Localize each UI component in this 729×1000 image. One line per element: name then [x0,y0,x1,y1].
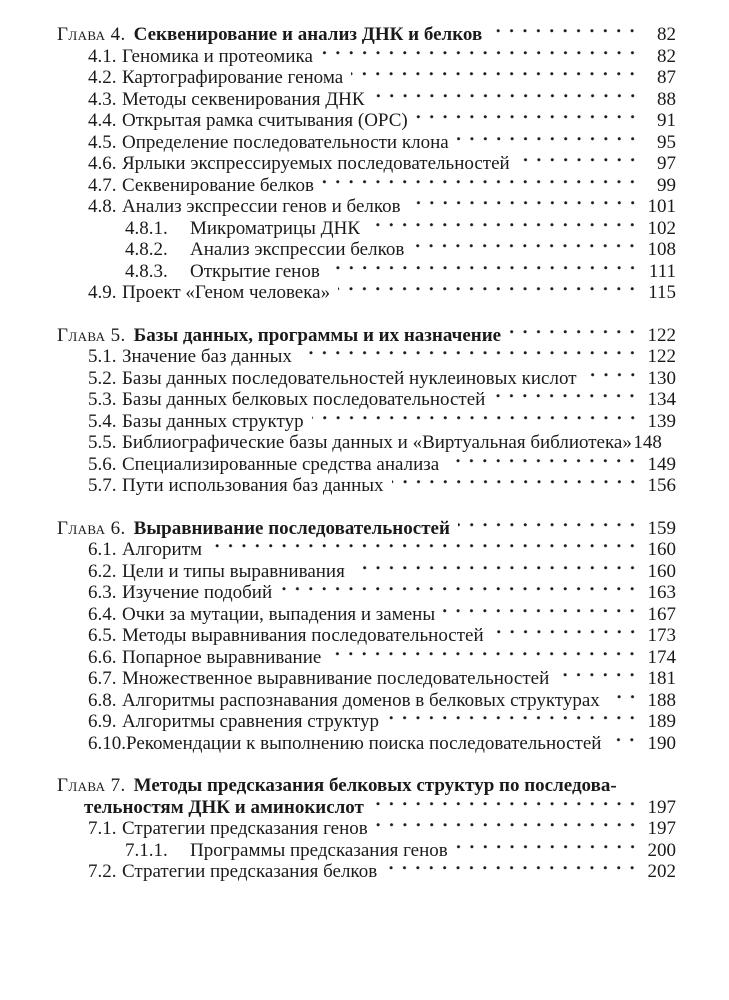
toc-chapter-heading [57,518,676,540]
toc-entry [57,861,676,883]
chapter-title: Методы предсказания белковых структур по последова- [133,775,617,796]
toc-entry [57,539,676,561]
toc-entry [57,261,676,283]
entry-page-number: 111 [648,260,676,282]
toc-chapter-heading [57,775,676,797]
toc-entry-number: 5.4. [88,410,117,432]
leader-dots [509,325,642,347]
chapter-block-5 [57,325,676,497]
toc-entry-number: 6.7. [88,668,117,689]
entry-page-number: 99 [657,174,676,196]
toc-entry [57,625,676,647]
toc-entry [57,711,676,733]
toc-entry [57,368,676,390]
leader-dots [353,561,642,583]
entry-page-number: 108 [647,239,676,260]
toc-entry-number: 6.5. [88,625,117,646]
toc-entry [57,175,676,197]
entry-page-number: 190 [647,732,676,754]
toc-entry [57,454,676,476]
chapter-block-4 [57,24,676,304]
leader-dots [322,175,642,197]
toc-entry-title: Пути использования баз данных [122,475,384,496]
toc-entry-title: Геномика и протеомика [122,45,313,67]
toc-entry-title: Микроматрицы ДНК [190,217,361,239]
toc-entry-number: 4.3. [88,88,117,110]
toc-entry-title: Множественное выравнивание последовательностей [122,668,550,689]
entry-page-number: 134 [647,389,676,410]
leader-dots [557,668,642,690]
toc-entry-number: 7.2. [88,861,117,882]
toc-entry-title: Методы выравнивания последовательностей [122,625,484,646]
toc-entry-number: 6.3. [88,582,117,603]
toc-entry-number: 4.7. [88,174,117,196]
leader-dots [312,411,642,433]
toc-entry [57,218,676,240]
chapter-page-number: 159 [647,517,676,539]
chapter-title: Секвенирование и анализ ДНК и белков [133,24,483,45]
toc-entry-number: 4.8.3. [125,260,168,282]
toc-entry-number: 5.7. [88,475,117,496]
toc-entry [57,432,676,454]
entry-page-number: 97 [657,153,676,174]
toc-entry [57,561,676,583]
toc-entry [57,132,676,154]
leader-dots [447,454,642,476]
toc-entry-number: 6.1. [88,539,117,560]
toc-entry-number: 5.3. [88,389,117,410]
toc-entry-number: 6.9. [88,711,117,732]
entry-page-number: 139 [647,410,676,432]
toc-entry-number: 5.5. [88,432,117,453]
chapter-title-continued: тельностям ДНК и аминокислот [84,796,364,818]
toc-entry-title: Базы данных белковых последовательностей [122,389,486,410]
toc-entry [57,346,676,368]
leader-dots [321,46,642,68]
chapter-title: Базы данных, программы и их назначение [133,324,502,346]
entry-page-number: 173 [647,625,676,646]
chapter-block-6 [57,518,676,755]
leader-dots [456,840,642,862]
toc-entry [57,690,676,712]
toc-entry-title: Очки за мутации, выпадения и замены [122,603,436,625]
toc-entry-title: Алгоритмы сравнения структур [122,711,380,732]
toc-entry-number: 6.10. [88,732,126,754]
toc-chapter-heading [57,325,676,347]
toc-entry [57,475,676,497]
leader-dots [492,625,642,647]
toc-entry [57,647,676,669]
chapter-label: Глава 6. [57,517,126,539]
toc-entry-title: Алгоритм [122,539,203,560]
entry-page-number: 181 [647,668,676,689]
toc-entry-title: Изучение подобий [122,582,273,603]
toc-entry-number: 4.5. [88,131,117,153]
toc-entry-title: Открытая рамка считывания (ОРС) [122,110,408,131]
toc-entry-title: Секвенирование белков [122,174,314,196]
leader-dots [372,797,642,819]
toc-entry-title: Специализированные средства анализа [122,453,440,475]
entry-page-number: 88 [657,88,676,110]
toc-entry [57,239,676,261]
entry-page-number: 101 [647,196,676,217]
toc-entry [57,110,676,132]
entry-page-number: 189 [647,711,676,732]
toc-entry-number: 6.2. [88,560,117,582]
entry-page-number: 167 [647,603,676,625]
toc-entry [57,389,676,411]
toc-entry-number: 7.1.1. [125,839,168,861]
toc-entry-number: 4.9. [88,282,117,303]
entry-page-number: 87 [657,67,676,88]
leader-dots [609,733,642,755]
toc-entry [57,733,676,755]
entry-page-number: 102 [647,217,676,239]
entry-page-number: 163 [647,582,676,603]
leader-dots [409,196,642,218]
entry-page-number: 148 [633,432,662,453]
toc-entry-title: Определение последовательности клона [122,131,449,153]
toc-entry-title: Алгоритмы распознавания доменов в белковых структурах [122,689,600,711]
leader-dots [376,818,642,840]
toc-entry-title: Базы данных последовательностей нуклеиновых кислот [122,367,577,389]
leader-dots [385,861,642,883]
toc-entry [57,411,676,433]
toc-entry-title: Стратегии предсказания белков [122,861,378,882]
toc-chapter-heading-continuation [57,797,676,819]
chapter-page-number: 122 [647,324,676,346]
toc-entry [57,668,676,690]
toc-entry-title: Рекомендации к выполнению поиска последовательностей [126,732,602,754]
toc-entry [57,67,676,89]
toc-entry-title: Проект «Геном человека» [122,282,331,303]
entry-page-number: 200 [647,839,676,861]
toc-entry-number: 7.1. [88,818,117,839]
toc-entry [57,582,676,604]
table-of-contents [57,24,676,883]
toc-entry-title: Анализ экспрессии белков [190,239,405,260]
toc-entry [57,818,676,840]
entry-page-number: 188 [647,689,676,711]
toc-entry-title: Ярлыки экспрессируемых последовательностей [122,153,510,174]
toc-chapter-heading [57,24,676,46]
toc-entry-number: 4.6. [88,153,117,174]
toc-entry-number: 6.4. [88,603,117,625]
leader-dots [210,539,642,561]
leader-dots [300,346,642,368]
toc-entry-number: 4.8. [88,196,117,217]
leader-dots [518,153,642,175]
leader-dots [387,711,642,733]
toc-entry-number: 5.2. [88,367,117,389]
toc-entry [57,840,676,862]
leader-dots [493,389,642,411]
leader-dots [490,24,642,46]
toc-entry-title: Анализ экспрессии генов и белков [122,196,401,217]
toc-entry-title: Стратегии предсказания генов [122,818,368,839]
entry-page-number: 149 [647,453,676,475]
toc-entry-title: Библиографические базы данных и «Виртуальная библиотека» [122,432,632,453]
leader-dots [280,582,642,604]
chapter-block-7 [57,775,676,883]
entry-page-number: 156 [647,475,676,496]
leader-dots [608,690,642,712]
leader-dots [443,604,642,626]
entry-page-number: 95 [657,131,676,153]
toc-entry-number: 6.8. [88,689,117,711]
toc-entry-number: 6.6. [88,646,117,668]
toc-entry-title: Картографирование генома [122,67,344,88]
entry-page-number: 202 [647,861,676,882]
toc-entry-title: Базы данных структур [122,410,304,432]
leader-dots [457,132,642,154]
toc-entry-title: Методы секвенирования ДНК [122,88,365,110]
toc-entry-number: 4.1. [88,45,117,67]
toc-entry [57,604,676,626]
leader-dots [368,218,642,240]
chapter-label: Глава 7. [57,775,126,796]
chapter-page-number: 82 [657,24,676,45]
leader-dots [416,110,642,132]
toc-entry-title: Цели и типы выравнивания [122,560,345,582]
toc-entry [57,196,676,218]
toc-entry-title: Открытие генов [190,260,320,282]
entry-page-number: 160 [647,560,676,582]
toc-entry-number: 4.8.2. [125,239,168,260]
toc-entry [57,282,676,304]
entry-page-number: 160 [647,539,676,560]
toc-entry [57,89,676,111]
entry-page-number: 115 [648,282,676,303]
leader-dots [373,89,642,111]
leader-dots [329,647,642,669]
chapter-title: Выравнивание последовательностей [133,517,450,539]
leader-dots [585,368,643,390]
leader-dots [351,67,642,89]
leader-dots [458,518,642,540]
leader-dots [392,475,642,497]
toc-entry-number: 4.2. [88,67,117,88]
entry-page-number: 122 [647,346,676,367]
entry-page-number: 91 [657,110,676,131]
entry-page-number: 174 [647,646,676,668]
entry-page-number: 82 [657,45,676,67]
entry-page-number: 130 [647,367,676,389]
toc-entry [57,46,676,68]
leader-dots [328,261,642,283]
toc-entry-number: 5.6. [88,453,117,475]
toc-entry-title: Попарное выравнивание [122,646,322,668]
chapter-label: Глава 4. [57,24,126,45]
leader-dots [412,239,642,261]
toc-entry-title: Значение баз данных [122,346,292,367]
toc-entry [57,153,676,175]
leader-dots [338,282,642,304]
toc-entry-number: 4.4. [88,110,117,131]
toc-entry-title: Программы предсказания генов [190,839,448,861]
toc-entry-number: 4.8.1. [125,217,168,239]
toc-entry-number: 5.1. [88,346,117,367]
chapter-label: Глава 5. [57,324,126,346]
chapter-page-number: 197 [647,796,676,818]
entry-page-number: 197 [647,818,676,839]
